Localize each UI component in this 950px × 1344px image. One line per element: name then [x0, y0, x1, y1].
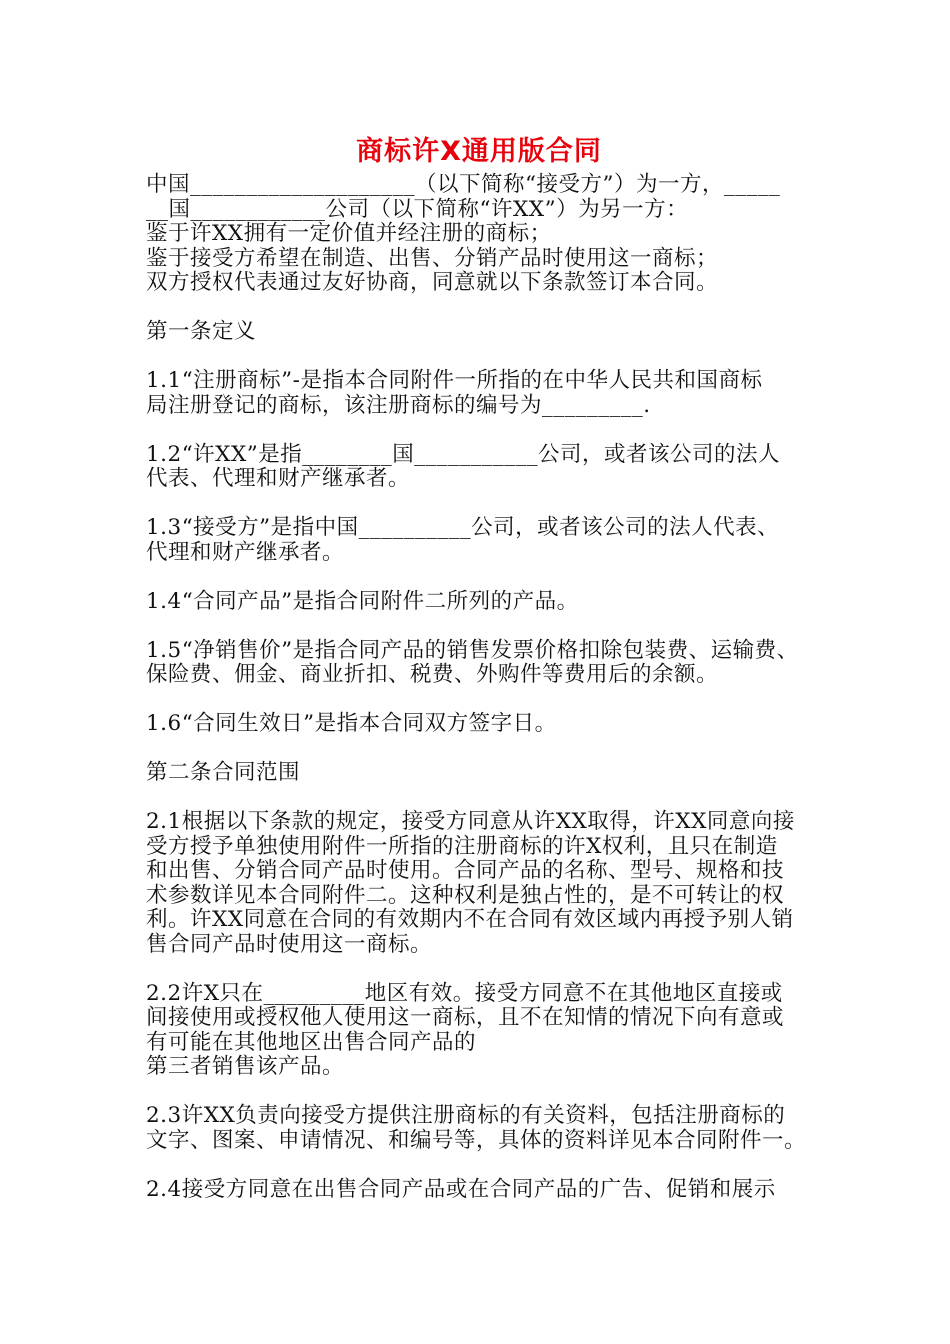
clause-paragraph	[146, 590, 812, 615]
preamble-line: __国____________公司（以下简称“许XX”）为另一方：	[146, 196, 689, 222]
paragraph-line: 1.3“接受方”是指中国__________公司，或者该公司的法人代表、	[146, 515, 780, 540]
paragraph-line: 第一条定义	[146, 319, 257, 344]
paragraph-line: 利。许XX同意在合同的有效期内不在合同有效区域内再授予别人销	[146, 907, 794, 932]
paragraph-line: 2.3许XX负责向接受方提供注册商标的有关资料，包括注册商标的	[146, 1103, 786, 1128]
paragraph-line: 1.1“注册商标”-是指本合同附件一所指的在中华人民共和国商标	[146, 368, 763, 393]
paragraph-line: 和出售、分销合同产品时使用。合同产品的名称、型号、规格和技	[146, 858, 785, 883]
paragraph-line: 1.5“净销售价”是指合同产品的销售发票价格扣除包装费、运输费、	[146, 637, 799, 663]
paragraph-line: 2.2许X只在_________地区有效。接受方同意不在其他地区直接或	[146, 980, 783, 1006]
paragraph-line: 2.4接受方同意在出售合同产品或在合同产品的广告、促销和展示	[146, 1176, 776, 1202]
preamble-line: 鉴于接受方希望在制造、出售、分销产品时使用这一商标；	[146, 245, 719, 271]
clause-paragraph	[146, 1178, 812, 1203]
clause-paragraph	[146, 712, 812, 737]
preamble-line: 双方授权代表通过友好协商，同意就以下条款签订本合同。	[146, 270, 719, 295]
preamble	[146, 173, 812, 296]
paragraph-line: 文字、图案、申请情况、和编号等，具体的资料详见本合同附件一。	[146, 1127, 807, 1153]
document-body	[146, 320, 812, 1202]
clause-paragraph	[146, 369, 812, 418]
paragraph-line: 间接使用或授权他人使用这一商标，且不在知情的情况下向有意或	[146, 1005, 785, 1030]
clause-paragraph	[146, 982, 812, 1080]
paragraph-line: 代表、代理和财产继承者。	[146, 466, 411, 491]
paragraph-line: 第二条合同范围	[146, 760, 301, 785]
clause-paragraph	[146, 1104, 812, 1153]
clause-paragraph	[146, 639, 812, 688]
paragraph-line: 保险费、佣金、商业折扣、税费、外购件等费用后的余额。	[146, 662, 719, 687]
paragraph-line: 2.1根据以下条款的规定，接受方同意从许XX取得，许XX同意向接	[146, 809, 795, 834]
paragraph-line: 代理和财产继承者。	[146, 539, 345, 565]
clause-paragraph	[146, 443, 812, 492]
paragraph-line: 术参数详见本合同附件二。这种权利是独占性的，是不可转让的权	[146, 882, 785, 908]
paragraph-line: 有可能在其他地区出售合同产品的	[146, 1029, 477, 1055]
preamble-line: 鉴于许XX拥有一定价值并经注册的商标；	[146, 221, 552, 246]
section-heading	[146, 320, 812, 345]
clause-paragraph	[146, 810, 812, 957]
paragraph-line: 局注册登记的商标，该注册商标的编号为_________.	[146, 392, 651, 418]
paragraph-line: 1.6“合同生效日”是指本合同双方签字日。	[146, 711, 557, 736]
paragraph-line: 第三者销售该产品。	[146, 1054, 345, 1079]
clause-paragraph	[146, 516, 812, 565]
preamble-line: 中国____________________（以下简称“接受方”）为一方，_____	[146, 172, 781, 197]
document-page	[146, 132, 812, 1202]
paragraph-line: 1.4“合同产品”是指合同附件二所列的产品。	[146, 588, 579, 614]
paragraph-line: 售合同产品时使用这一商标。	[146, 931, 433, 957]
section-heading	[146, 761, 812, 786]
paragraph-line: 1.2“许XX”是指________国___________公司，或者该公司的法人	[146, 441, 781, 467]
document-title: 商标许X通用版合同	[356, 136, 602, 167]
paragraph-line: 受方授予单独使用附件一所指的注册商标的许X权利，且只在制造	[146, 833, 778, 859]
